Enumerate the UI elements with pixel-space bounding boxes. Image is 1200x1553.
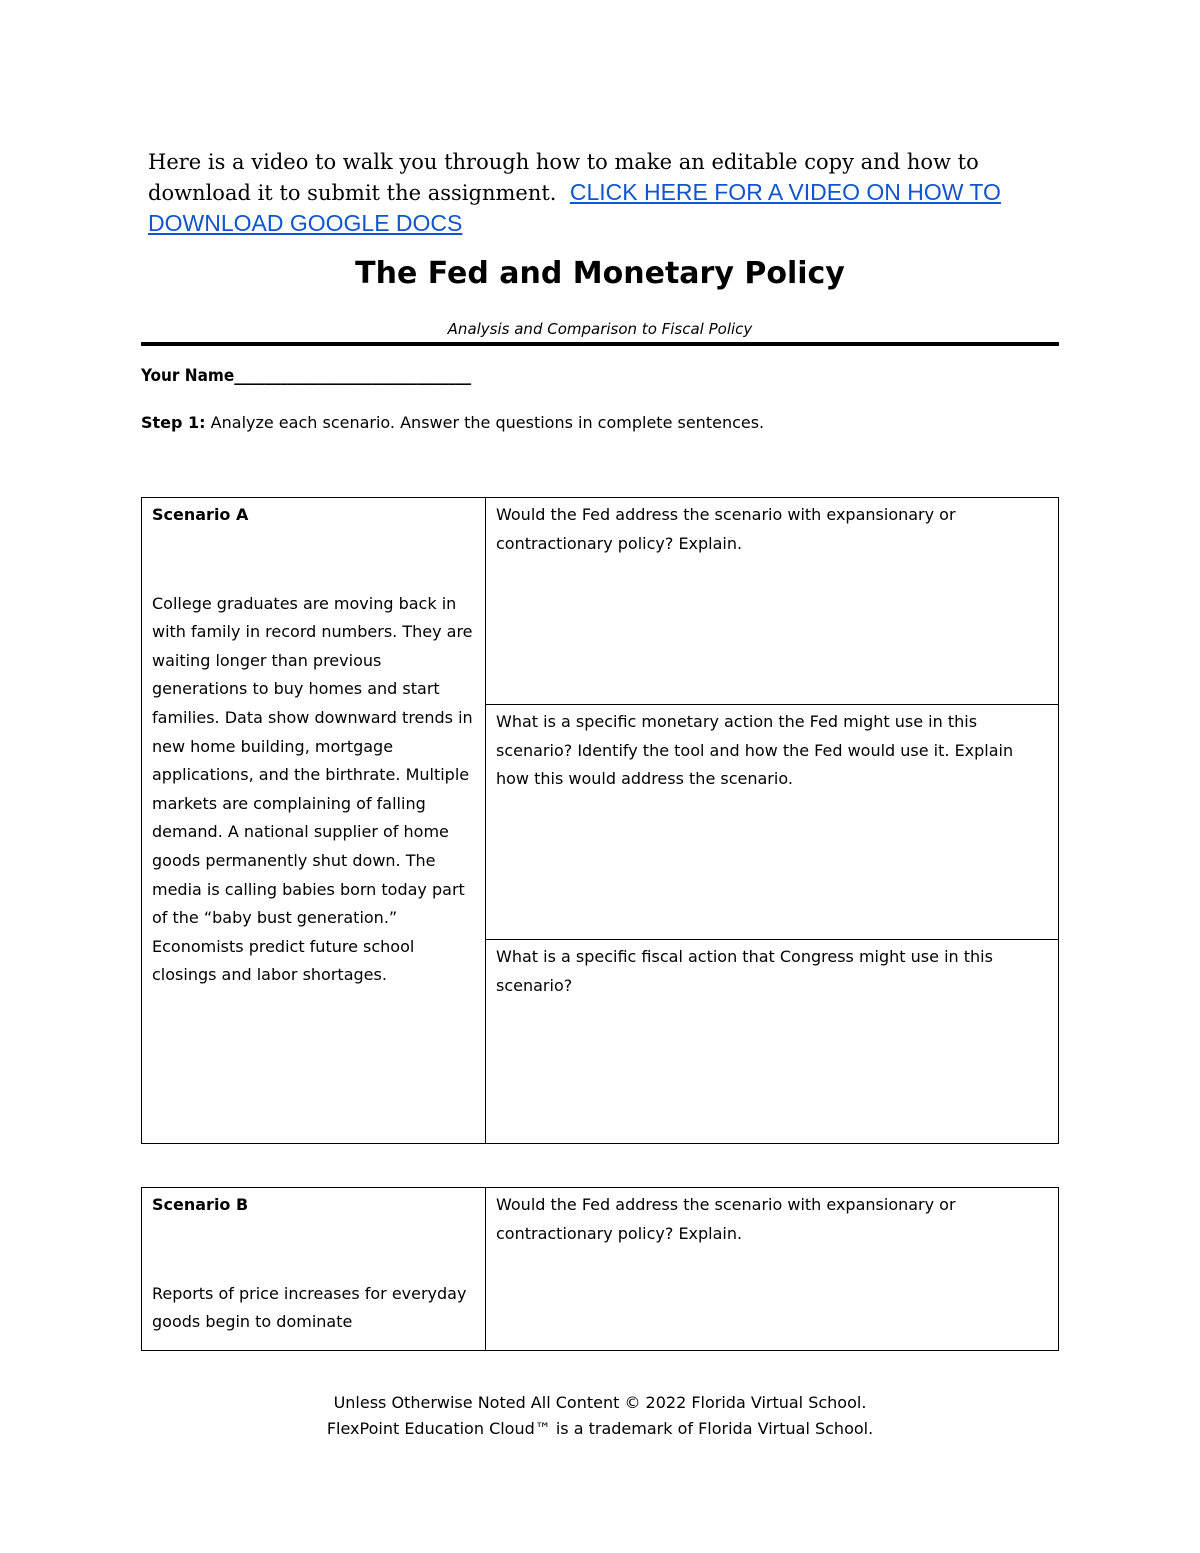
video-link[interactable]: CLICK HERE FOR A VIDEO ON HOW TO DOWNLOAD GOOGLE DOCS — [148, 179, 1001, 236]
scenario-b-body: Reports of price increases for everyday goods begin to dominate — [152, 1283, 467, 1332]
scenario-b-table — [141, 1187, 1059, 1351]
scenario-a-question-1[interactable]: Would the Fed address the scenario with expansionary or contractionary policy? Explain. — [486, 498, 1059, 705]
scenario-b-cell — [142, 1188, 486, 1351]
step-instructions — [141, 413, 764, 432]
page-subtitle: Analysis and Comparison to Fiscal Policy — [447, 320, 753, 338]
scenario-a-title: Scenario A — [152, 505, 249, 524]
scenario-a-table — [141, 497, 1059, 1144]
footer-trademark: FlexPoint Education Cloud™ is a trademark of Florida Virtual School. — [326, 1419, 874, 1438]
scenario-a-question-3[interactable]: What is a specific fiscal action that Congress might use in this scenario? — [486, 940, 1059, 1144]
footer — [0, 1390, 1200, 1442]
step-text: Analyze each scenario. Answer the questions in complete sentences. — [210, 413, 765, 432]
page-title: The Fed and Monetary Policy — [355, 256, 845, 291]
intro-text: Here is a video to walk you through how to make an editable copy and how to download it to submit the assignment. — [148, 150, 979, 205]
scenario-b-title: Scenario B — [152, 1195, 249, 1214]
scenario-a-body: College graduates are moving back in with family in record numbers. They are waiting longer than previous generations to buy homes and start families. Data show downward trends in new home building, mortgage applications, and the birthrate. Multiple markets are complaining of falling demand. A national supplier of home goods permanently shut down. The media is calling babies born today part of the “baby bust generation.” Economists predict future school closings and labor shortages. — [152, 593, 473, 985]
step-label: Step 1: — [141, 413, 206, 432]
scenario-a-question-2[interactable]: What is a specific monetary action the Fed might use in this scenario? Identify the tool and how the Fed would use it. Explain how this would address the scenario. — [486, 705, 1059, 940]
scenario-b-question-1[interactable]: Would the Fed address the scenario with expansionary or contractionary policy? Explain. — [486, 1188, 1059, 1351]
name-field[interactable]: Your Name_______________________________ — [141, 366, 472, 386]
title-divider — [141, 342, 1059, 346]
scenario-a-cell — [142, 498, 486, 1144]
footer-copyright: Unless Otherwise Noted All Content © 2022 Florida Virtual School. — [333, 1393, 867, 1412]
intro-paragraph — [148, 147, 1058, 239]
